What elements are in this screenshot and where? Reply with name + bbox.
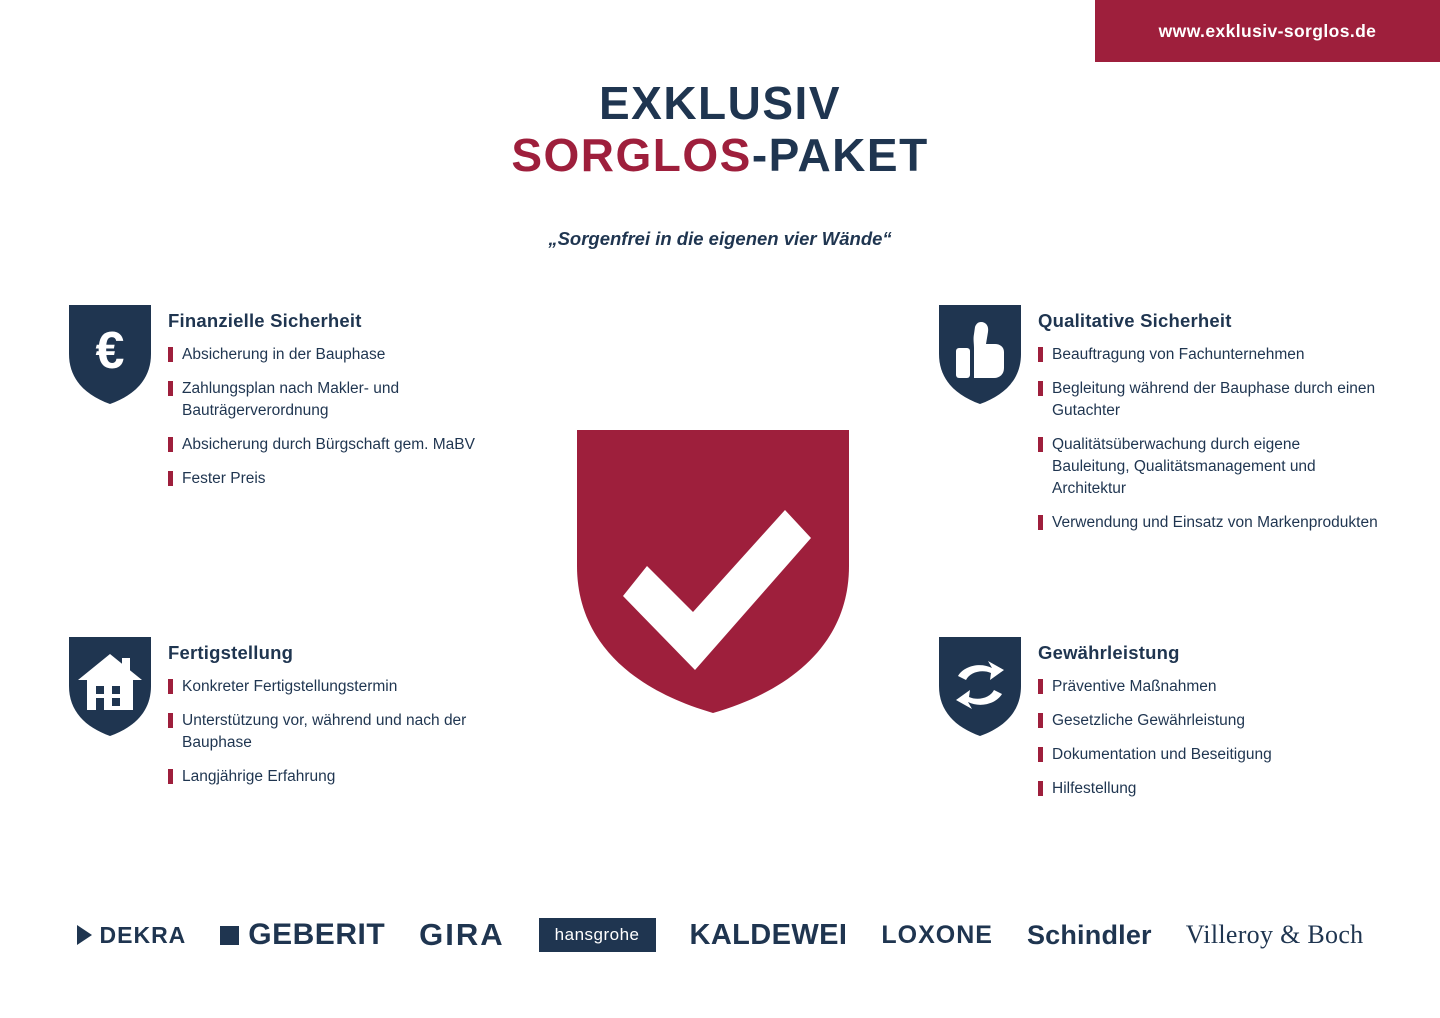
block-text-qualitative-sicherheit — [1038, 296, 1378, 546]
headline-sorglos: SORGLOS — [511, 128, 752, 181]
website-url-banner[interactable] — [1095, 0, 1440, 62]
logo-label: DEKRA — [99, 921, 187, 948]
logo-label: hansgrohe — [554, 925, 640, 944]
square-icon — [220, 926, 239, 945]
bullet-list — [1038, 344, 1378, 534]
logo-dekra — [77, 922, 187, 949]
list-item: Beauftragung von Fachunternehmen — [1038, 344, 1378, 366]
logo-label: Villeroy & Boch — [1185, 920, 1364, 949]
svg-text:€: € — [95, 322, 125, 380]
list-item: Absicherung in der Bauphase — [168, 344, 498, 366]
bullet-list — [168, 676, 498, 788]
list-item: Unterstützung vor, während und nach der Bauphase — [168, 710, 498, 754]
page-title — [0, 78, 1440, 181]
logo-label: LOXONE — [881, 920, 993, 949]
list-item: Fester Preis — [168, 468, 498, 490]
bullet-list — [168, 344, 498, 490]
euro-shield-icon — [60, 296, 160, 414]
block-finanzielle-sicherheit — [60, 296, 498, 502]
headline-line-2 — [0, 130, 1440, 182]
list-item: Zahlungsplan nach Makler- und Bauträgerverordnung — [168, 378, 498, 422]
partner-logo-strip — [0, 900, 1440, 970]
block-title: Finanzielle Sicherheit — [168, 310, 362, 331]
website-url-text: www.exklusiv-sorglos.de — [1158, 20, 1377, 41]
block-text-fertigstellung — [168, 628, 498, 800]
block-fertigstellung — [60, 628, 498, 800]
thumbs-up-shield-icon — [930, 296, 1030, 414]
bullet-list — [1038, 676, 1378, 800]
triangle-icon — [77, 925, 92, 945]
arrows-shield-icon — [930, 628, 1030, 746]
headline-line-1: EXKLUSIV — [598, 77, 842, 129]
block-title: Fertigstellung — [168, 642, 294, 663]
headline-paket: -PAKET — [751, 128, 929, 181]
logo-geberit — [220, 918, 385, 952]
list-item: Verwendung und Einsatz von Markenprodukten — [1038, 512, 1378, 534]
block-qualitative-sicherheit — [930, 296, 1378, 546]
block-text-finanzielle-sicherheit — [168, 296, 498, 502]
list-item: Absicherung durch Bürgschaft gem. MaBV — [168, 434, 498, 456]
block-title: Gewährleistung — [1038, 642, 1180, 663]
shield-check-icon — [543, 398, 883, 738]
logo-kaldewei — [690, 919, 848, 952]
logo-label: GIRA — [419, 917, 505, 952]
list-item: Qualitätsüberwachung durch eigene Bauleitung, Qualitätsmanagement und Architektur — [1038, 434, 1378, 500]
logo-villeroy-boch — [1186, 920, 1364, 950]
block-text-gewaehrleistung — [1038, 628, 1378, 812]
house-shield-icon — [60, 628, 160, 746]
logo-label: Schindler — [1026, 919, 1152, 950]
logo-hansgrohe — [539, 918, 656, 952]
page-subtitle: „Sorgenfrei in die eigenen vier Wände“ — [548, 228, 892, 249]
logo-label: GEBERIT — [248, 918, 386, 951]
list-item: Begleitung während der Bauphase durch einen Gutachter — [1038, 378, 1378, 422]
list-item: Dokumentation und Beseitigung — [1038, 744, 1378, 766]
logo-loxone — [881, 921, 993, 950]
block-gewaehrleistung — [930, 628, 1378, 812]
logo-gira — [419, 917, 505, 953]
logo-label: KALDEWEI — [689, 918, 848, 951]
list-item: Präventive Maßnahmen — [1038, 676, 1378, 698]
block-title: Qualitative Sicherheit — [1038, 310, 1232, 331]
list-item: Hilfestellung — [1038, 778, 1378, 800]
list-item: Konkreter Fertigstellungstermin — [168, 676, 498, 698]
list-item: Langjährige Erfahrung — [168, 766, 498, 788]
logo-schindler — [1027, 920, 1152, 951]
list-item: Gesetzliche Gewährleistung — [1038, 710, 1378, 732]
